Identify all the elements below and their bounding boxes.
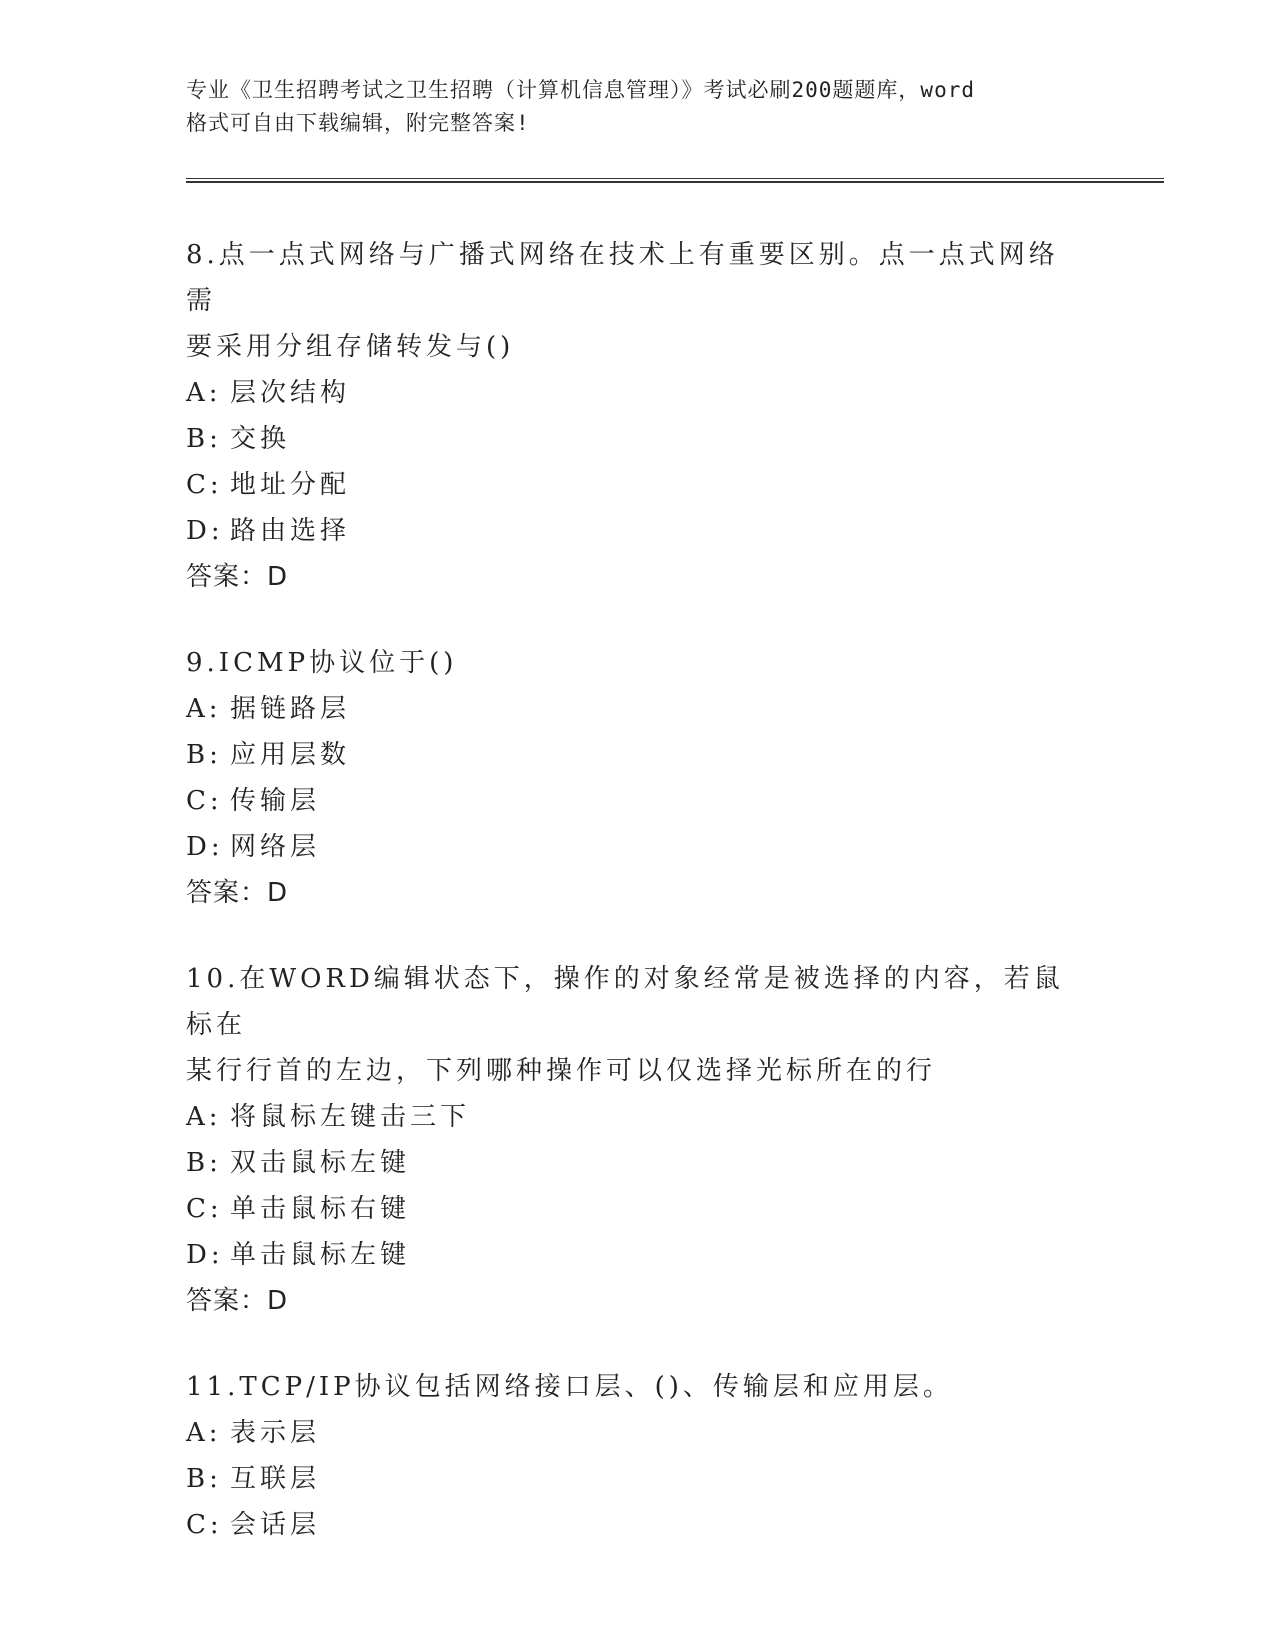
question-8 [186,232,1086,600]
option-text: 单击鼠标左键 [230,1240,411,1270]
option-c [186,1502,1086,1548]
option-key: C: [186,470,223,500]
answer: 答案：D [186,1286,289,1316]
option-text: 路由选择 [230,516,351,546]
header-line-1: 专业《卫生招聘考试之卫生招聘（计算机信息管理）》考试必刷200题题库，word [186,78,975,102]
question-text-line-2: 某行行首的左边，下列哪种操作可以仅选择光标所在的行 [186,1056,937,1086]
question-text-line-1: 11.TCP/IP协议包括网络接口层、()、传输层和应用层。 [186,1372,953,1402]
option-c [186,1186,1086,1232]
option-key: D: [186,832,224,862]
option-key: C: [186,1510,223,1540]
option-key: A: [186,378,222,408]
option-a [186,686,1086,732]
option-text: 地址分配 [230,470,351,500]
option-a [186,1410,1086,1456]
option-text: 单击鼠标右键 [230,1194,411,1224]
answer: 答案：D [186,878,289,908]
option-text: 表示层 [230,1418,321,1448]
header-divider [186,178,1164,183]
question-text-line-1: 10.在WORD编辑状态下，操作的对象经常是被选择的内容，若鼠标在 [186,964,1064,1040]
option-c [186,778,1086,824]
option-key: A: [186,1418,222,1448]
option-a [186,1094,1086,1140]
option-b [186,1456,1086,1502]
question-text-line-2: 要采用分组存储转发与() [186,332,515,362]
question-9 [186,640,1086,916]
option-text: 传输层 [230,786,321,816]
option-key: C: [186,786,223,816]
option-b [186,732,1086,778]
option-text: 将鼠标左键击三下 [230,1102,471,1132]
option-key: A: [186,1102,222,1132]
option-text: 互联层 [230,1464,321,1494]
question-11 [186,1364,1086,1548]
question-text-line-1: 9.ICMP协议位于() [186,648,458,678]
option-a [186,370,1086,416]
option-d [186,508,1086,554]
option-text: 会话层 [230,1510,321,1540]
option-key: B: [186,1464,222,1494]
option-d [186,1232,1086,1278]
option-text: 交换 [230,424,291,454]
option-d [186,824,1086,870]
question-text-line-1: 8.点一点式网络与广播式网络在技术上有重要区别。点一点式网络需 [186,240,1059,316]
question-list [186,232,1086,1588]
option-key: D: [186,516,224,546]
option-text: 双击鼠标左键 [230,1148,411,1178]
option-key: A: [186,694,222,724]
option-c [186,462,1086,508]
document-header [186,74,1086,140]
option-b [186,1140,1086,1186]
option-text: 层次结构 [230,378,351,408]
option-text: 据链路层 [230,694,351,724]
answer: 答案：D [186,562,289,592]
option-key: B: [186,740,222,770]
header-line-2: 格式可自由下载编辑，附完整答案! [186,111,530,135]
option-key: B: [186,1148,222,1178]
option-text: 网络层 [230,832,321,862]
option-key: B: [186,424,222,454]
option-b [186,416,1086,462]
question-10 [186,956,1086,1324]
option-key: D: [186,1240,224,1270]
option-key: C: [186,1194,223,1224]
option-text: 应用层数 [230,740,351,770]
